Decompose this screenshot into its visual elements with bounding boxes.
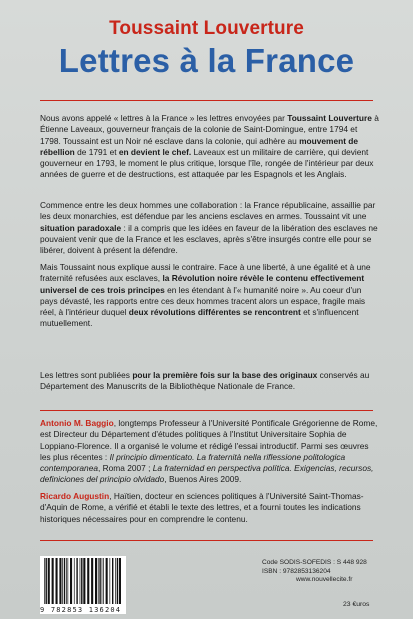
publisher-codes: [262, 559, 367, 585]
book-title: Lettres à la France: [58, 42, 355, 79]
paragraph-1: [40, 113, 380, 181]
barcode-bar: [103, 558, 104, 604]
text-run: à Étienne Laveaux, gouverneur français de la colonie de Saint-Domingue, entre 1794 et 1798. Toussaint est un Noir né esclave dans la colonie, qui adhère au: [40, 113, 379, 146]
text-run: situation paradoxale: [40, 222, 122, 233]
bio-augustin: [40, 491, 380, 525]
barcode-bar: [56, 558, 58, 604]
text-run: : il a compris que les idées en faveur de la libération des esclaves ne pouvaient venir que de la France et les esclaves, après s'être insurgés contre elle pour se libérer, doivent à présent la défendre.: [40, 222, 378, 256]
barcode-bar: [95, 558, 97, 604]
barcode-bar: [44, 558, 45, 604]
text-run: , longtemps Professeur à l'Université Pontificale Grégorienne de Rome, est Directeur du Département d'études politiques à l'Institut Universitaire Sophia de Loppiano-Florence. Il a organisé le volume et rédigé l'essai introductif. Parmi ses œuvres les plus récentes :: [40, 418, 378, 462]
text-run: la Révolution noire révèle le contenu effectivement universel de ces trois principes: [40, 273, 365, 295]
isbn: ISBN : 9782853136204: [262, 567, 331, 575]
barcode-bar: [115, 558, 116, 604]
barcode-bar: [99, 558, 100, 604]
text-run: Laveaux est un militaire de carrière, qui devient gouverneur en 1793, le moment le plus critique, lorsque l'île, rongée de l'intérieur par deux années de guerre et de destructions, est attaquée par les Espagnols et les Anglais.: [40, 146, 374, 180]
text-run: de 1791 et: [74, 146, 119, 157]
text-run: La fraternidad en perspectiva política. Exigencias, recursos, definiciones del principio olvidado: [40, 463, 374, 485]
text-run: , Buenos Aires 2009.: [164, 474, 242, 485]
barcode-bar: [76, 558, 77, 604]
barcode-bar: [46, 558, 47, 604]
barcode-bar: [52, 558, 54, 604]
text-run: Ricardo Augustin: [40, 491, 110, 501]
barcode-bar: [110, 558, 111, 604]
sodis-code: Code SODIS-SOFEDIS : S 448 928: [262, 559, 367, 566]
website-link[interactable]: www.nouvellecite.fr: [296, 576, 353, 583]
text-run: deux révolutions différentes se rencontrent: [128, 307, 301, 318]
text-run: mouvement de rébellion: [40, 135, 359, 157]
paragraph-2: [40, 200, 380, 256]
text-run: Mais Toussaint nous explique aussi le contraire. Face à une liberté, à une égalité et à une fraternité refusées aux esclaves,: [40, 262, 371, 284]
author-name: Toussaint Louverture: [109, 18, 304, 39]
barcode-bar: [64, 558, 65, 604]
text-run: , Roma 2007 ;: [97, 463, 153, 474]
text-run: et s'influencent mutuellement.: [40, 307, 359, 329]
text-run: Il principio dimenticato. La fraternità nella riflessione politologica contemporanea: [40, 451, 346, 474]
text-run: Antonio M. Baggio: [40, 418, 114, 428]
barcode-bar: [68, 558, 69, 604]
text-run: Les lettres sont publiées: [40, 370, 133, 380]
barcode-bar: [48, 558, 50, 604]
text-run: en les étendant à l'« humanité noire ». Au coeur d'un pays dévasté, les rapports entre ces deux hommes tracent alors un espace, fragile mais réel, à l'intérieur duquel: [40, 284, 366, 318]
text-run: Commence entre les deux hommes une collaboration : la France républicaine, assaillie par les deux monarchies, est défendue par les anciens esclaves en armes. Toussaint vit une: [40, 200, 376, 222]
barcode-bar: [74, 558, 75, 604]
barcode-bar: [119, 558, 121, 604]
barcode-bar: [80, 558, 81, 604]
barcode-bar: [106, 558, 108, 604]
bio-divider: [40, 410, 373, 411]
barcode-bar: [102, 558, 103, 604]
price: 23 €uros: [343, 601, 370, 608]
barcode-bar: [117, 558, 118, 604]
text-run: Toussaint Louverture: [287, 113, 372, 123]
barcode-bar: [112, 558, 113, 604]
bio-baggio: [40, 418, 380, 486]
barcode-bar: [91, 558, 93, 604]
barcode-bar: [98, 558, 99, 604]
text-run: conservés au Département des Manuscrits de la Bibliothèque Nationale de France.: [40, 370, 370, 392]
text-run: en devient le chef.: [118, 146, 192, 157]
bottom-divider: [40, 540, 373, 541]
barcode-digits: 9 782853 136204: [40, 606, 126, 614]
text-run: Nous avons appelé « lettres à la France » les lettres envoyées par: [40, 113, 288, 123]
barcode-bar: [70, 558, 72, 604]
barcode-bar: [62, 558, 63, 604]
barcode-bar: [87, 558, 89, 604]
barcode-bar: [59, 558, 61, 604]
paragraph-4: [40, 370, 380, 393]
text-run: pour la première fois sur la base des originaux: [132, 370, 318, 380]
text-run: , Haïtien, docteur en sciences politiques à l'Université Saint-Thomas-d'Aquin de Rome, a vérifié et établi le texte des lettres, et a fourni toutes les indications historiques nécessaires pour en comprendre le contenu.: [40, 491, 364, 524]
barcode-icon: [40, 556, 126, 606]
barcode-bar: [81, 558, 82, 604]
paragraph-3: [40, 262, 380, 330]
barcode-bar: [83, 558, 85, 604]
top-divider: [40, 100, 373, 101]
barcode-bar: [66, 558, 67, 604]
